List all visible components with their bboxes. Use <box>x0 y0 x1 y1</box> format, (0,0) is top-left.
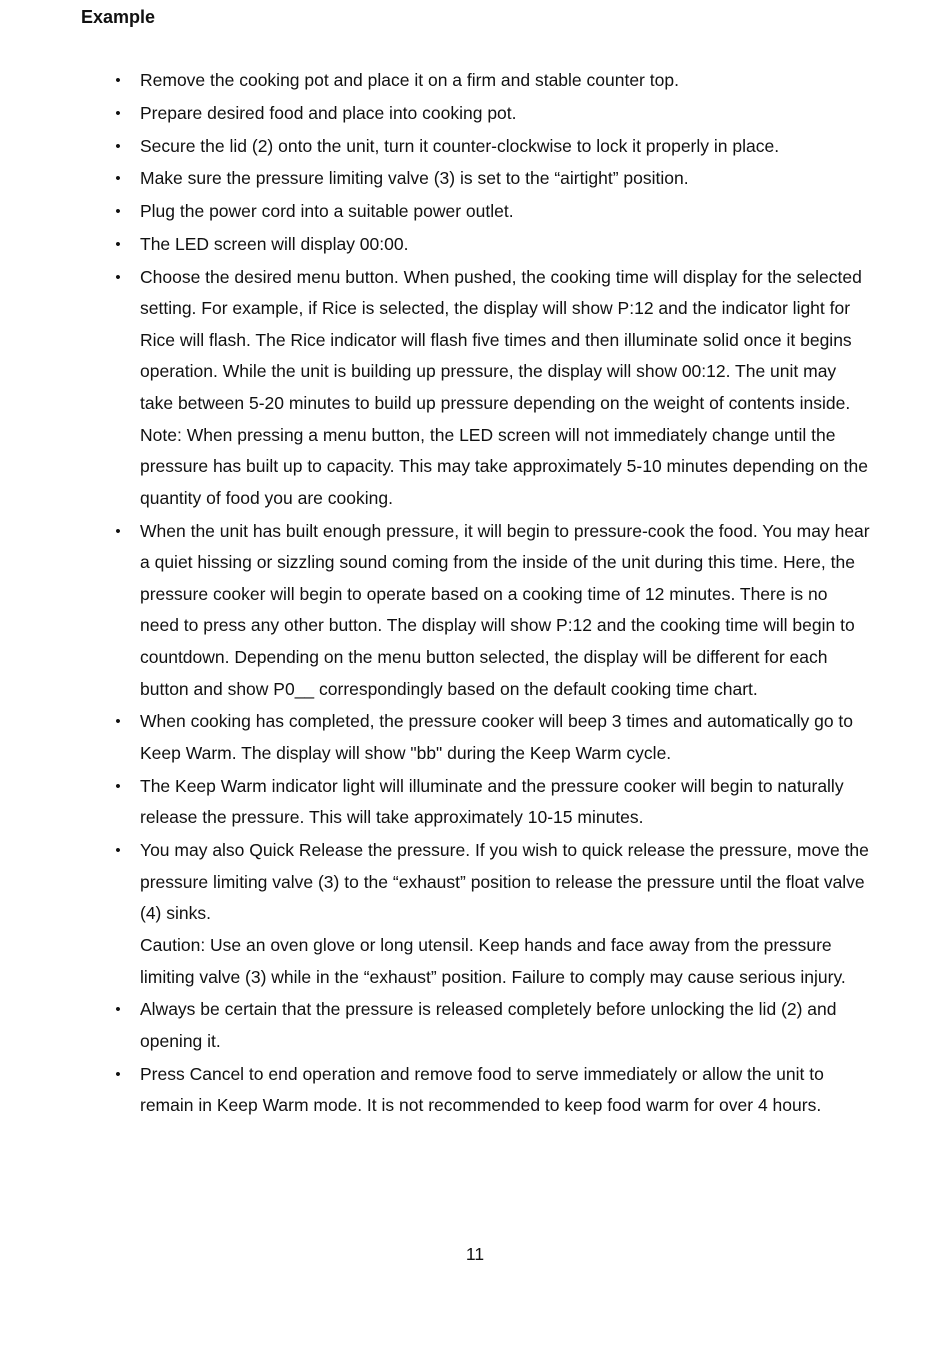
list-item-text: Plug the power cord into a suitable power outlet. <box>140 201 514 222</box>
list-item <box>0 229 950 261</box>
bullet-icon: • <box>115 1001 121 1019</box>
bullet-icon: • <box>115 522 121 540</box>
bullet-icon: • <box>115 104 121 122</box>
list-item-text: The Keep Warm indicator light will illuminate and the pressure cooker will begin to naturally release the pressure. This will take approximately 10-15 minutes. <box>140 775 844 828</box>
bullet-icon: • <box>115 777 121 795</box>
list-item <box>0 262 950 515</box>
list-item <box>0 835 950 993</box>
list-item-text: Press Cancel to end operation and remove food to serve immediately or allow the unit to remain in Keep Warm mode. It is not recommended to keep food warm for over 4 hours. <box>140 1063 824 1116</box>
list-item-text: When the unit has built enough pressure, it will begin to pressure-cook the food. You may hear a quiet hissing or sizzling sound coming from the inside of the unit during this time. Here, the pressure cooker will begin to operate based on a cooking time of 12 minutes. There is no need to press any other button. The display will show P:12 and the cooking time will begin to countdown. Depending on the menu button selected, the display will be different for each button and show P0__ correspondingly based on the default cooking time chart. <box>140 520 870 699</box>
list-item-text: Always be certain that the pressure is released completely before unlocking the lid (2) and opening it. <box>140 999 837 1051</box>
list-item <box>0 98 950 130</box>
list-item-caution: Caution: Use an oven glove or long utensil. Keep hands and face away from the pressure limiting valve (3) while in the “exhaust” position. Failure to comply may cause serious injury. <box>140 934 846 987</box>
bullet-icon: • <box>115 170 121 188</box>
list-item-text: Choose the desired menu button. When pushed, the cooking time will display for the selected setting. For example, if Rice is selected, the display will show P:12 and the indicator light for Rice will flash. The Rice indicator will flash five times and then illuminate solid once it begins operation. While the unit is building up pressure, the display will show 00:12. The unit may take between 5-20 minutes to build up pressure depending on the weight of contents inside. <box>140 266 862 414</box>
list-item-text: You may also Quick Release the pressure. If you wish to quick release the pressure, move the pressure limiting valve (3) to the “exhaust” position to release the pressure until the float valve (4) sinks. <box>140 840 869 924</box>
list-item-note: Note: When pressing a menu button, the LED screen will not immediately change until the pressure has built up to capacity. This may take approximately 5-10 minutes depending on the quantity of food you are cooking. <box>140 424 868 508</box>
list-item-text: Make sure the pressure limiting valve (3) is set to the “airtight” position. <box>140 168 689 189</box>
list-item <box>0 1059 950 1122</box>
page-number: 11 <box>465 1244 485 1264</box>
list-item <box>0 516 950 706</box>
instruction-list <box>0 65 950 1123</box>
bullet-icon: • <box>115 203 121 221</box>
page-heading: Example <box>81 7 156 27</box>
bullet-icon: • <box>115 713 121 731</box>
list-item <box>0 131 950 163</box>
list-item <box>0 994 950 1057</box>
list-item <box>0 196 950 228</box>
list-item-text: The LED screen will display 00:00. <box>140 233 409 254</box>
bullet-icon: • <box>115 842 121 860</box>
bullet-icon: • <box>115 72 121 89</box>
list-item <box>0 163 950 195</box>
list-item <box>0 65 950 97</box>
list-item-text: Prepare desired food and place into cooking pot. <box>140 102 517 123</box>
bullet-icon: • <box>115 268 121 286</box>
bullet-icon: • <box>115 235 121 253</box>
list-item-text: Secure the lid (2) onto the unit, turn it counter-clockwise to lock it properly in place. <box>140 135 780 156</box>
bullet-icon: • <box>115 137 121 155</box>
list-item <box>0 706 950 769</box>
list-item <box>0 771 950 834</box>
bullet-icon: • <box>115 1065 121 1083</box>
list-item-text: Remove the cooking pot and place it on a firm and stable counter top. <box>140 70 679 90</box>
list-item-text: When cooking has completed, the pressure cooker will beep 3 times and automatically go to Keep Warm. The display will show "bb" during the Keep Warm cycle. <box>140 711 854 763</box>
